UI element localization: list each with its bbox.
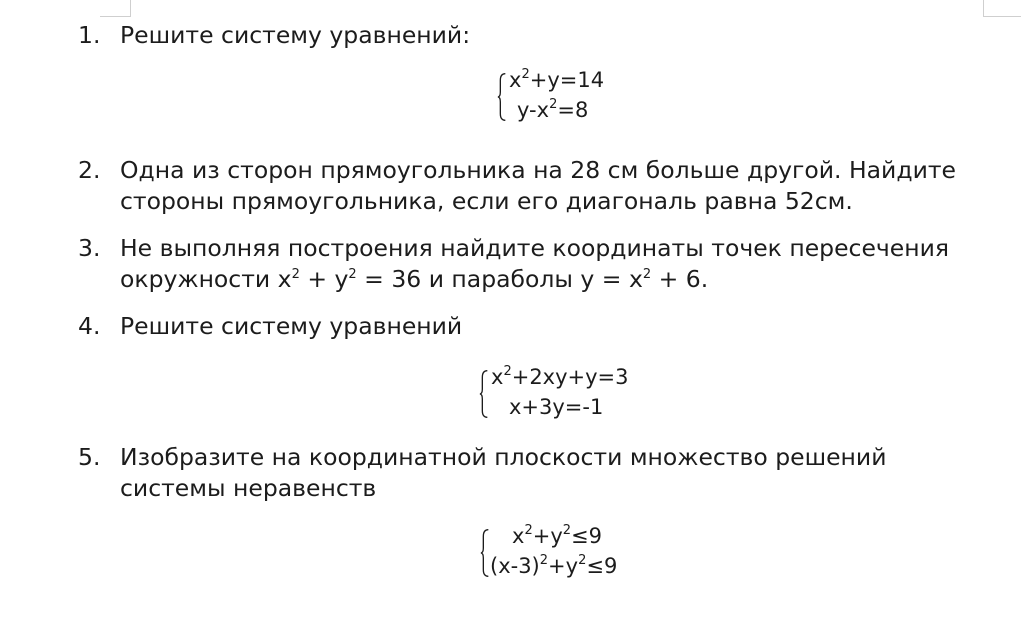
- page-corner-marker-right: [983, 0, 1021, 17]
- task-text-line: Изобразите на координатной плоскости множество решений: [120, 443, 887, 471]
- task-number: 2.: [78, 156, 101, 184]
- equation-line: x+3y=-1: [509, 395, 604, 419]
- equation-line: $y-x^2=8$: [517, 97, 589, 122]
- task-number: 5.: [78, 443, 101, 471]
- task-text: Решите систему уравнений: [120, 312, 463, 340]
- task-text-line: Одна из сторон прямоугольника на 28 см больше другой. Найдите: [120, 156, 956, 184]
- equation-line: $x^2+y=14$: [509, 67, 605, 92]
- left-brace-icon: [497, 67, 507, 127]
- task-text-line: системы неравенств: [120, 474, 377, 502]
- task-2: [78, 155, 978, 217]
- task-5: [78, 442, 978, 504]
- equation-line: $x^2+2xy+y=3$: [491, 364, 629, 389]
- equation-system-1: [497, 65, 637, 129]
- inequality-line: $(x-3)^2+y^2\le 9$: [490, 553, 618, 578]
- inequality-system-5: [480, 521, 660, 585]
- task-text: Решите систему уравнений:: [120, 21, 471, 49]
- task-number: 4.: [78, 312, 101, 340]
- task-number: 3.: [78, 234, 101, 262]
- left-brace-icon: [480, 523, 490, 583]
- equation-system-4: [479, 362, 659, 426]
- page-corner-marker-left: [100, 0, 131, 17]
- task-1: [78, 20, 978, 51]
- inequality-line: $x^2+y^2\le 9$: [512, 523, 602, 548]
- task-text-line: окружности $x^2 + y^2 = 36$ и параболы $y = x^2 + 6$.: [120, 265, 709, 293]
- task-4: [78, 311, 978, 342]
- task-text-line: стороны прямоугольника, если его диагональ равна 52см.: [120, 187, 853, 215]
- task-3: [78, 233, 978, 295]
- task-text-line: Не выполняя построения найдите координаты точек пересечения: [120, 234, 950, 262]
- task-number: 1.: [78, 21, 101, 49]
- left-brace-icon: [479, 364, 489, 424]
